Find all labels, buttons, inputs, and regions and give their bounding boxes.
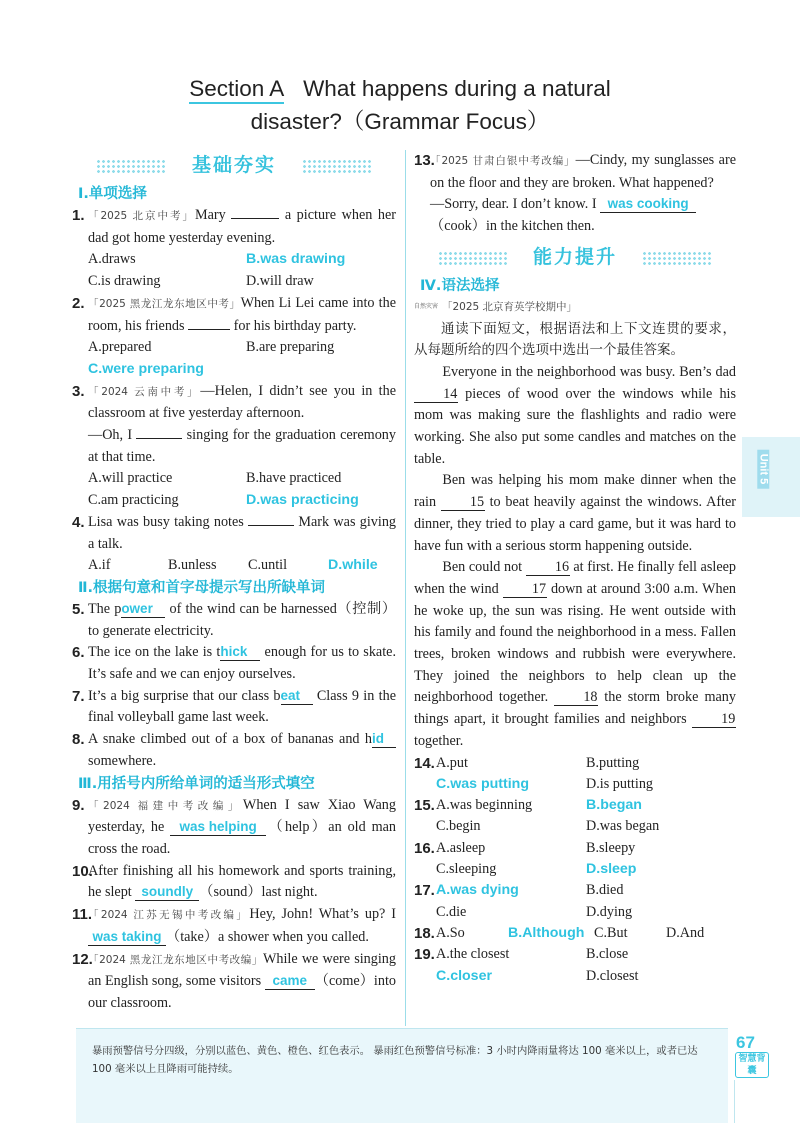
section-heading: Ⅰ.单项选择 bbox=[78, 186, 147, 202]
answer-blank[interactable]: eat bbox=[281, 688, 313, 705]
footer-divider bbox=[76, 1028, 728, 1029]
banner-basic: 基础夯实 bbox=[72, 150, 396, 180]
option-group bbox=[414, 880, 736, 923]
section-heading: Ⅱ.根据句意和首字母提示写出所缺单词 bbox=[78, 579, 326, 596]
instructions: 通读下面短文，根据语法和上下文连贯的要求，从每题所给的四个选项中选出一个最佳答案。 bbox=[414, 320, 736, 359]
question-11: 11. 「2024 江苏无锡中考改编」Hey, John! What’s up? I was taking （take）a shower when you called. bbox=[72, 906, 396, 945]
option-group bbox=[414, 944, 736, 987]
option-group bbox=[414, 795, 736, 838]
option-correct[interactable]: C.were preparing bbox=[88, 360, 204, 377]
spacer bbox=[414, 774, 436, 795]
question-6: 6. The ice on the lake is thick enough for us to skate. It’s safe and we can enjoy ourselves. bbox=[72, 644, 396, 683]
option-correct[interactable]: D.sleep bbox=[586, 861, 637, 878]
option[interactable]: A.So bbox=[436, 924, 465, 941]
option[interactable]: C.die bbox=[436, 903, 467, 920]
option[interactable]: B.are preparing bbox=[246, 339, 335, 356]
option[interactable]: C.But bbox=[594, 924, 628, 941]
options-list bbox=[414, 753, 736, 987]
answer-blank[interactable] bbox=[231, 218, 279, 219]
option[interactable]: D.closest bbox=[586, 967, 639, 984]
spacer bbox=[414, 966, 436, 987]
question-1: 1. 「2025 北京中考」Mary a picture when her dad got home yesterday evening. bbox=[72, 207, 396, 246]
option-correct[interactable]: B.began bbox=[586, 797, 642, 814]
option[interactable]: C.until bbox=[248, 557, 288, 574]
option-correct[interactable]: B.was drawing bbox=[246, 251, 346, 268]
option[interactable]: C.am practicing bbox=[88, 492, 179, 509]
passage-blank[interactable]: 14 bbox=[414, 386, 458, 403]
option[interactable]: A.will practice bbox=[88, 470, 173, 487]
option[interactable]: C.is drawing bbox=[88, 273, 161, 290]
question-3: 3. 「2024 云南中考」—Helen, I didn’t see you in the classroom at five yesterday afternoon. —Oh, I singing for the graduation ceremony at that time. bbox=[72, 382, 396, 465]
option[interactable]: D.dying bbox=[586, 903, 633, 920]
option-correct[interactable]: A.was dying bbox=[436, 882, 519, 899]
options-3 bbox=[72, 468, 396, 511]
passage-paragraph: Everyone in the neighborhood was busy. Ben’s dad 14 pieces of wood over the windows while his mom was making sure the flashlights and radio were working. She also put some candles and matches on the table. bbox=[414, 363, 736, 467]
question-4: 4. Lisa was busy taking notes Mark was giving a talk. bbox=[72, 513, 397, 552]
option-number: 17. bbox=[414, 882, 435, 900]
option[interactable]: B.unless bbox=[168, 557, 217, 574]
dots-decoration bbox=[642, 251, 712, 265]
dots-decoration bbox=[96, 159, 166, 173]
option-correct[interactable]: C.was putting bbox=[436, 775, 530, 792]
answer-blank[interactable] bbox=[188, 329, 230, 330]
option[interactable]: A.put bbox=[436, 754, 468, 771]
spacer bbox=[414, 902, 436, 923]
option[interactable]: A.asleep bbox=[436, 839, 486, 856]
option[interactable]: B.sleepy bbox=[586, 839, 636, 856]
option[interactable]: A.was beginning bbox=[436, 797, 533, 814]
unit-tab: Unit 5 bbox=[742, 437, 800, 517]
title-section: Section A bbox=[189, 76, 284, 104]
answer-blank[interactable]: hick bbox=[220, 644, 260, 661]
right-column bbox=[414, 150, 736, 987]
left-column bbox=[72, 150, 396, 1015]
topic-tag: 自然灾害 bbox=[414, 303, 439, 311]
option[interactable]: D.was began bbox=[586, 818, 660, 835]
answer-blank[interactable]: came bbox=[265, 973, 315, 990]
option[interactable]: D.And bbox=[666, 924, 705, 941]
page-number: 67 bbox=[736, 1033, 755, 1052]
question-12: 12. 「2024 黑龙江龙东地区中考改编」While we were singing an English song, some visitors came （come）into our classroom. bbox=[72, 950, 397, 1011]
option-correct[interactable]: C.closer bbox=[436, 967, 492, 984]
page-title bbox=[0, 72, 800, 138]
option[interactable]: B.died bbox=[586, 882, 624, 899]
passage-blank[interactable]: 17 bbox=[503, 581, 547, 598]
passage-blank[interactable]: 18 bbox=[554, 689, 598, 706]
section-heading: Ⅲ.用括号内所给单词的适当形式填空 bbox=[78, 775, 315, 792]
option-correct[interactable]: D.was practicing bbox=[246, 492, 359, 509]
spacer bbox=[414, 816, 436, 837]
options-2 bbox=[72, 337, 396, 380]
dots-decoration bbox=[302, 159, 372, 173]
title-line2: disaster?（Grammar Focus） bbox=[250, 109, 550, 134]
answer-blank[interactable]: soundly bbox=[135, 884, 199, 901]
reading-source: 自然灾害 「2025 北京育英学校期中」 bbox=[414, 300, 578, 313]
option-number: 18. bbox=[414, 924, 435, 942]
option[interactable]: A.draws bbox=[88, 251, 136, 268]
option-number: 19. bbox=[414, 946, 435, 964]
banner-advanced: 能力提升 bbox=[414, 242, 736, 272]
answer-blank[interactable] bbox=[136, 438, 182, 439]
option[interactable]: A.the closest bbox=[436, 946, 510, 963]
option[interactable]: B.have practiced bbox=[246, 470, 342, 487]
option-group bbox=[414, 753, 736, 796]
option[interactable]: B.close bbox=[586, 946, 629, 963]
section-heading: Ⅳ.语法选择 bbox=[420, 277, 500, 294]
answer-blank[interactable]: ower bbox=[121, 601, 165, 618]
passage-blank[interactable]: 19 bbox=[692, 711, 736, 728]
answer-blank[interactable]: was cooking bbox=[600, 196, 696, 213]
wisdom-seal: 智慧背囊 bbox=[735, 1052, 769, 1078]
passage-paragraph: Ben could not 16 at first. He finally fell asleep when the wind 17 down at around 3:00 a.m. When he woke up, the sun was rising. He went outside with his family and found the neighborhood in a mess. Fallen trees, broken windows and rubbish were everywhere. They joined the neighbors to help clean up the neighborhood together. 18 the storm broke many things apart, it brought families and neighbors 19 together. bbox=[414, 559, 737, 749]
option[interactable]: C.begin bbox=[436, 818, 481, 835]
column-divider bbox=[405, 150, 406, 1026]
question-7: 7. It’s a big surprise that our class beat Class 9 in the final volleyball game last week. bbox=[72, 687, 396, 726]
question-2: 2. 「2025 黑龙江龙东地区中考」When Li Lei came into the room, his friends for his birthday party. bbox=[72, 294, 396, 334]
options-1 bbox=[72, 249, 396, 292]
question-5: 5. The power of the wind can be harnessed（控制）to generate electricity. bbox=[72, 600, 397, 639]
question-9: 9. 「2024 福建中考改编」When I saw Xiao Wang yesterday, he was helping （help）an old man cross the road. bbox=[72, 796, 397, 857]
question-8: 8. A snake climbed out of a box of bananas and hid somewhere. bbox=[72, 729, 396, 772]
passage-paragraph: Ben was helping his mom make dinner when the rain 15 to beat heavily against the windows. After dinner, they tried to play a card game, but it was hard to have fun with a serious storm happening outside. bbox=[414, 472, 737, 554]
options-4 bbox=[72, 555, 396, 577]
answer-blank[interactable] bbox=[248, 525, 294, 526]
footer-tip: 暴雨预警信号分四级，分别以蓝色、黄色、橙色、红色表示。 暴雨红色预警信号标准：3 小时内降雨量将达 100 毫米以上，或者已达 100 毫米以上且降雨可能持续。 bbox=[76, 1028, 728, 1123]
spacer bbox=[414, 859, 436, 880]
option-number: 14. bbox=[414, 754, 435, 772]
option[interactable]: A.if bbox=[88, 557, 111, 574]
option-correct[interactable]: D.while bbox=[328, 557, 378, 574]
answer-blank[interactable]: id bbox=[372, 731, 396, 748]
footer-line bbox=[734, 1080, 735, 1123]
passage-blank[interactable]: 15 bbox=[441, 494, 485, 511]
option-correct[interactable]: B.Although bbox=[508, 924, 585, 941]
option[interactable]: B.putting bbox=[586, 754, 640, 771]
option[interactable]: D.will draw bbox=[246, 273, 314, 290]
title-rest: What happens during a natural bbox=[303, 76, 611, 101]
question-10: 10. After finishing all his homework and sports training, he slept soundly （sound）last night. bbox=[72, 862, 396, 901]
option-group bbox=[414, 838, 736, 881]
option[interactable]: C.sleeping bbox=[436, 861, 497, 878]
passage-blank[interactable]: 16 bbox=[526, 559, 570, 576]
option-group bbox=[414, 923, 736, 944]
option-number: 15. bbox=[414, 797, 435, 815]
answer-blank[interactable]: was taking bbox=[88, 929, 166, 946]
option[interactable]: D.is putting bbox=[586, 775, 654, 792]
answer-blank[interactable]: was helping bbox=[170, 819, 266, 836]
option[interactable]: A.prepared bbox=[88, 339, 152, 356]
dots-decoration bbox=[438, 251, 508, 265]
option-number: 16. bbox=[414, 839, 435, 857]
question-13: 13. 「2025 甘肃白银中考改编」—Cindy, my sunglasses are on the floor and they are broken. What happened? —Sorry, dear. I don’t know. I was cooking （cook）in the kitchen then. bbox=[414, 152, 736, 235]
